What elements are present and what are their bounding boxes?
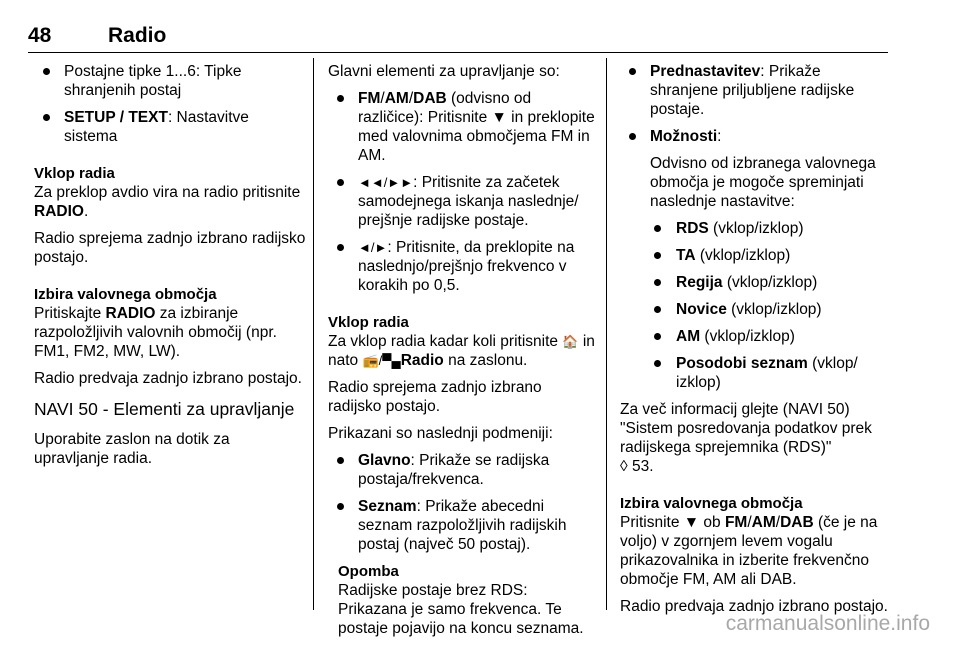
list-item: ◄/►: Pritisnite, da preklopite na naslednjo/prejšnjo frekvenco v korakih po 0,5. <box>328 238 598 295</box>
setup-text-term: SETUP / TEXT <box>64 109 168 126</box>
watermark: carmanualsonline.info <box>725 612 930 635</box>
list-item <box>34 62 306 100</box>
list-item: Novice (vklop/izklop) <box>620 300 890 319</box>
page-header <box>28 24 888 50</box>
paragraph: Glavni elementi za upravljanje so: <box>328 63 560 80</box>
paragraph: Pritiskajte RADIO za izbiranje razpoložljivih valovnih območij (npr. FM1, FM2, MW, LW). <box>34 305 277 360</box>
list-item: TA (vklop/izklop) <box>620 246 890 265</box>
heading-waveband: Izbira valovnega območja <box>620 495 803 512</box>
seek-icon: ◄◄/►► <box>358 175 414 190</box>
list-item: Prednastavitev: Prikaže shranjene priljubljene radijske postaje. <box>620 62 890 119</box>
media-icon: 📻/▀▄ <box>362 353 401 368</box>
bullet-list <box>328 89 598 295</box>
column-3 <box>620 62 890 624</box>
step-icon: ◄/► <box>358 240 388 255</box>
list-item: Glavno: Prikaže se radijska postaja/frekvenca. <box>328 451 598 489</box>
paragraph: Radio sprejema zadnjo izbrano radijsko postajo. <box>34 230 306 266</box>
options-desc: Odvisno od izbranega valovnega območja je mogoče spreminjati naslednje nastavitve: <box>650 155 876 210</box>
heading-radio-on: Vklop radia <box>34 165 115 182</box>
list-item: Regija (vklop/izklop) <box>620 273 890 292</box>
bullet-list <box>34 62 306 146</box>
paragraph: Za preklop avdio vira na radio pritisnite RADIO. <box>34 184 301 220</box>
note-block <box>328 562 598 638</box>
bullet-list <box>328 451 598 554</box>
paragraph: Radio sprejema zadnjo izbrano radijsko postajo. <box>328 379 542 415</box>
heading-waveband: Izbira valovnega območja <box>34 286 217 303</box>
list-item: RDS (vklop/izklop) <box>620 219 890 238</box>
section-heading: NAVI 50 - Elementi za upravljanje <box>34 399 295 419</box>
paragraph: Radio predvaja zadnjo izbrano postajo. <box>34 370 302 387</box>
paragraph: Za vklop radia kadar koli pritisnite 🏠 in nato 📻/▀▄Radio na zaslonu. <box>328 333 595 369</box>
list-item: ◄◄/►►: Pritisnite za začetek samodejnega iskanja naslednje/ prejšnje radijske postaje. <box>328 173 598 230</box>
list-item: Seznam: Prikaže abecedni seznam razpoložljivih radijskih postaj (največ 50 postaj). <box>328 497 598 554</box>
column-2 <box>328 62 598 646</box>
list-item: AM (vklop/izklop) <box>620 327 890 346</box>
paragraph: Radio predvaja zadnjo izbrano postajo. <box>620 598 888 615</box>
page-number: 48 <box>28 24 52 47</box>
bullet-list <box>620 62 890 392</box>
column-1 <box>34 62 306 476</box>
setup-text-desc: : Nastavitve sistema <box>64 109 249 145</box>
list-item <box>34 108 306 146</box>
paragraph: Uporabite zaslon na dotik za upravljanje radia. <box>34 431 230 467</box>
paragraph: Za več informacij glejte (NAVI 50) "Sistem posredovanja podatkov prek radijskega sprejemnika (RDS)" ◊ 53. <box>620 401 872 475</box>
header-divider <box>28 52 888 53</box>
note-text: Radijske postaje brez RDS: Prikazana je samo frekvenca. Te postaje pojavijo na koncu seznama. <box>338 582 584 637</box>
preset-buttons-text: Postajne tipke 1...6: Tipke shranjenih postaj <box>64 63 242 99</box>
column-divider-1 <box>313 58 314 610</box>
note-heading: Opomba <box>338 563 399 580</box>
home-icon: 🏠 <box>562 334 579 349</box>
reference-arrow-icon: ◊ <box>620 458 628 475</box>
list-item: Možnosti: Odvisno od izbranega valovnega območja je mogoče spreminjati naslednje nastavitve: <box>620 127 890 211</box>
paragraph: Pritisnite ▼ ob FM/AM/DAB (če je na voljo) v zgornjem levem vogalu prikazovalnika in izberite frekvenčno območje FM, AM ali DAB. <box>620 514 878 588</box>
list-item: Posodobi seznam (vklop/ izklop) <box>620 354 890 392</box>
list-item: FM/AM/DAB (odvisno od različice): Pritisnite ▼ in preklopite med valovnima območjema FM in AM. <box>328 89 598 165</box>
paragraph: Prikazani so naslednji podmeniji: <box>328 425 553 442</box>
page-title: Radio <box>108 24 167 47</box>
column-divider-2 <box>606 58 607 610</box>
heading-radio-on: Vklop radia <box>328 314 409 331</box>
